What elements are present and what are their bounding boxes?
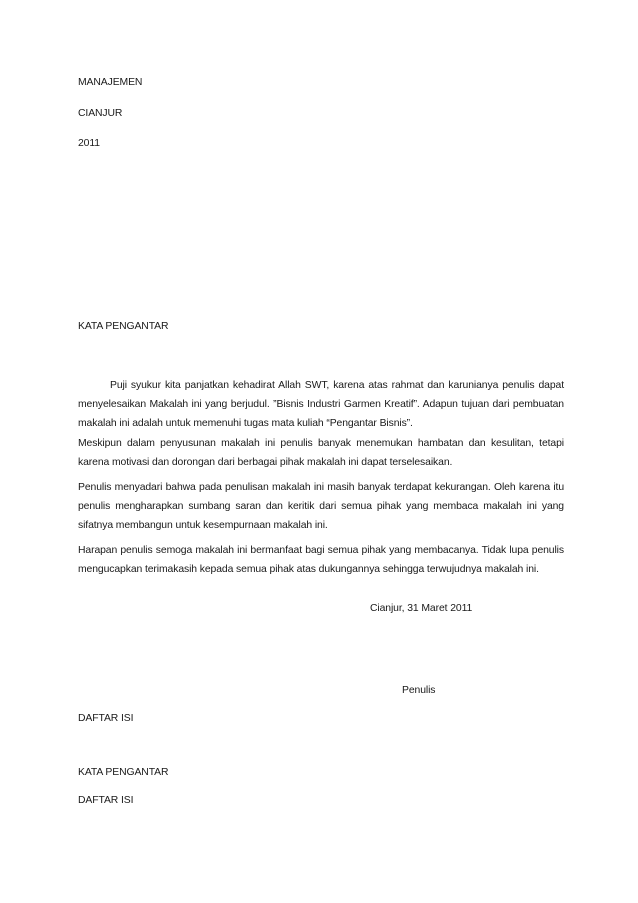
toc-item-kata-pengantar: KATA PENGANTAR	[78, 767, 169, 778]
preface-paragraph-2: Meskipun dalam penyusunan makalah ini penulis banyak menemukan hambatan dan kesulitan, tetapi karena motivasi dan dorongan dari berbagai pihak makalah ini dapat terselesaikan.	[78, 438, 564, 468]
toc-heading: DAFTAR ISI	[78, 713, 134, 724]
preface-heading: KATA PENGANTAR	[78, 321, 169, 332]
preface-paragraph-1: Puji syukur kita panjatkan kehadirat Allah SWT, karena atas rahmat dan karunianya penulis dapat menyelesaikan Makalah ini yang berjudul. ”Bisnis Industri Garmen Kreatif”. Adapun tujuan dari pembuatan makalah ini adalah untuk memenuhi tugas mata kuliah “Pengantar Bisnis”.	[78, 380, 564, 429]
toc-item-daftar-isi: DAFTAR ISI	[78, 795, 134, 806]
preface-paragraph-4: Harapan penulis semoga makalah ini bermanfaat bagi semua pihak yang membacanya. Tidak lupa penulis mengucapkan terimakasih kepada semua pihak atas dukungannya sehingga terwujudnya makalah ini.	[78, 545, 564, 575]
cover-line-cianjur: CIANJUR	[78, 108, 123, 119]
preface-paragraph-3: Penulis menyadari bahwa pada penulisan makalah ini masih banyak terdapat kekurangan. Oleh karena itu penulis mengharapkan sumbang saran dan keritik dari semua pihak yang membaca makalah ini yang sifatnya membangun untuk kesempurnaan makalah ini.	[78, 482, 564, 531]
signature-penulis: Penulis	[402, 685, 436, 696]
cover-line-year: 2011	[78, 138, 100, 149]
cover-line-manajemen: MANAJEMEN	[78, 77, 143, 88]
place-date: Cianjur, 31 Maret 2011	[370, 603, 473, 614]
